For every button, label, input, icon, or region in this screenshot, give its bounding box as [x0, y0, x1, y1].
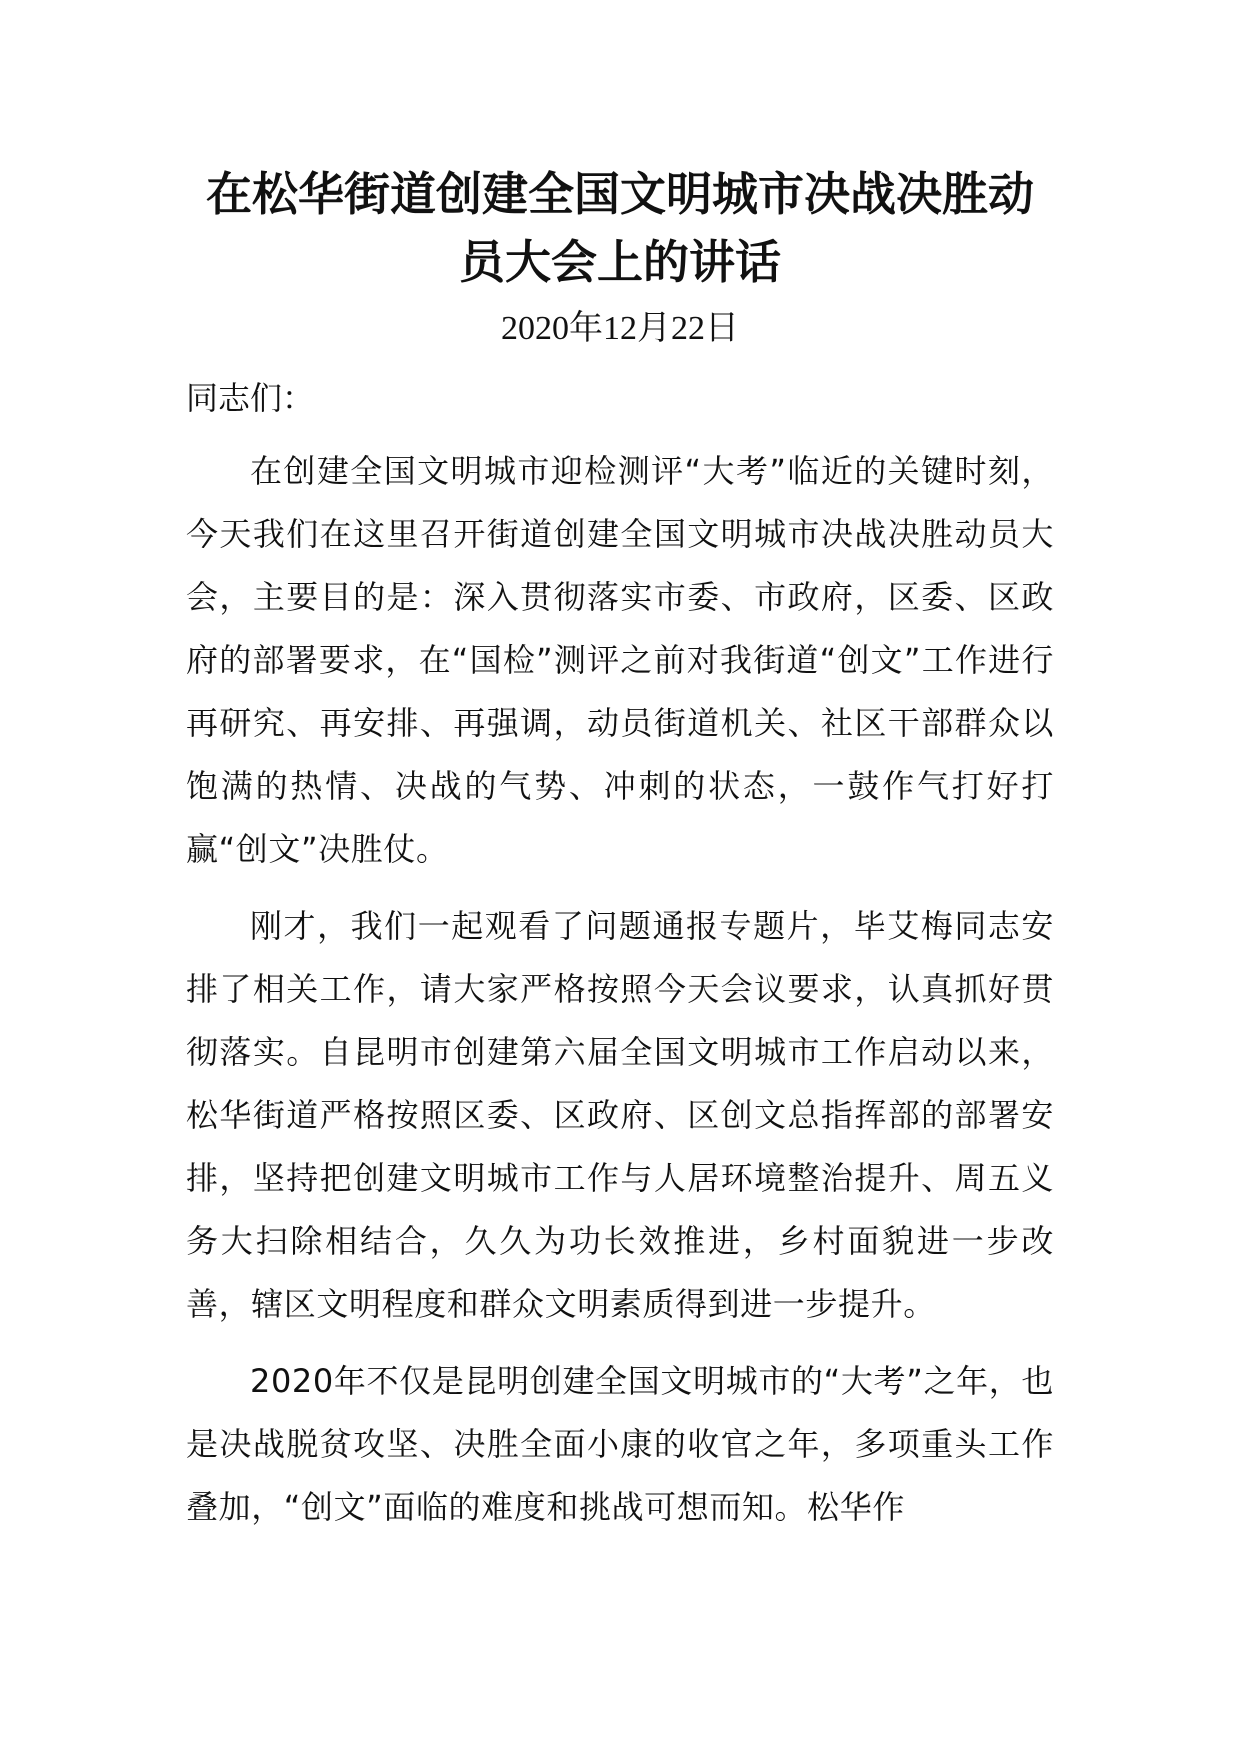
paragraph-1: 在创建全国文明城市迎检测评“大考”临近的关键时刻，今天我们在这里召开街道创建全国文明城市决战决胜动员大会，主要目的是：深入贯彻落实市委、市政府，区委、区政府的部署要求，在“国检”测评之前对我街道“创文”工作进行再研究、再安排、再强调，动员街道机关、社区干部群众以饱满的热情、决战的气势、冲刺的状态，一鼓作气打好打赢“创文”决胜仗。	[186, 452, 1054, 868]
paragraph-2: 刚才，我们一起观看了问题通报专题片，毕艾梅同志安排了相关工作，请大家严格按照今天会议要求，认真抓好贯彻落实。自昆明市创建第六届全国文明城市工作启动以来，松华街道严格按照区委、区政府、区创文总指挥部的部署安排，坚持把创建文明城市工作与人居环境整治提升、周五义务大扫除相结合，久久为功长效推进，乡村面貌进一步改善，辖区文明程度和群众文明素质得到进一步提升。	[186, 907, 1054, 1323]
salutation: 同志们：	[186, 379, 315, 417]
document-title: 在松华街道创建全国文明城市决战决胜动员大会上的讲话	[206, 167, 1034, 289]
paragraph-3: 2020年不仅是昆明创建全国文明城市的“大考”之年，也是决战脱贫攻坚、决胜全面小康的收官之年，多项重头工作叠加，“创文”面临的难度和挑战可想而知。松华作	[186, 1362, 1054, 1526]
document-date: 2020年12月22日	[501, 310, 739, 347]
